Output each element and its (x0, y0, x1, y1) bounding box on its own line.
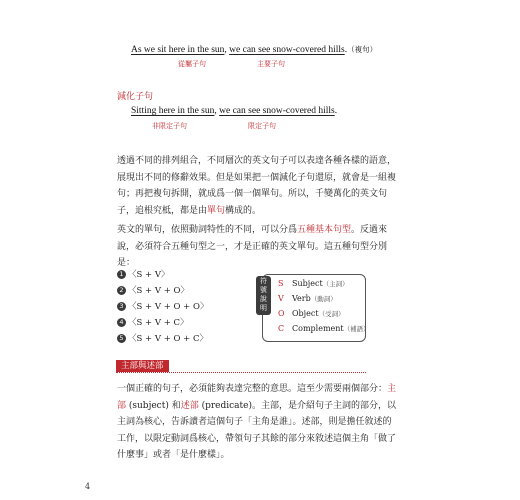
term-simple-sentence: 單句 (207, 205, 226, 216)
example-reduced-clause: Sitting here in the sun, we can see snow-covered hills. (131, 106, 338, 116)
finite-clause: we can see snow-covered hills (219, 106, 335, 116)
pattern-item: 4 〈S + V + C〉 (117, 316, 189, 328)
term-predicate: 述部 (180, 400, 199, 411)
paragraph-2: 英文的單句，依照動詞特性的不同，可以分爲五種基本句型。反過來說，必須符合五種句型之一，才是正確的英文單句。這五種句型分別是： (117, 225, 388, 268)
term-subject: 主部 (117, 384, 397, 411)
paragraph-1: 透過不同的排列組合，不同層次的英文句子可以表達各種各樣的語意，展現出不同的修辭效果。但是如果把一個減化子句還原，就會是一組複句；再把複句拆開，就成爲一個一個單句。所以，千變萬化的英文句子，追根究柢，都是由單句構成的。 (117, 156, 397, 216)
label-finite: 限定子句 (248, 122, 276, 130)
number-badge: 4 (117, 318, 126, 327)
number-badge: 3 (117, 302, 126, 311)
example-complex-sentence: As we sit here in the sun, we can see snow-covered hills.（複句） (131, 45, 378, 55)
section-heading: 主部與述部 (116, 360, 169, 372)
label-nonfinite: 非限定子句 (152, 122, 187, 130)
pattern-item: 5 〈S + V + O + C〉 (117, 332, 208, 344)
pattern-item: 2 〈S + V + O〉 (117, 284, 189, 296)
number-badge: 2 (117, 286, 126, 295)
legend-row: V Verb（動詞） (278, 294, 337, 303)
legend-row: O Object（受詞） (278, 309, 345, 318)
page-number: 4 (85, 482, 91, 491)
label-main: 主要子句 (257, 60, 285, 68)
section-divider (116, 372, 366, 373)
number-badge: 1 (117, 270, 126, 279)
symbol-legend-tag: 符號說明 (256, 276, 271, 315)
number-badge: 5 (117, 334, 126, 343)
main-clause: we can see snow-covered hills (229, 45, 345, 55)
pattern-item: 1 〈S + V〉 (117, 268, 170, 280)
label-subordinate: 從屬子句 (178, 60, 206, 68)
nonfinite-clause: Sitting here in the sun (131, 106, 215, 116)
complex-tag: （複句） (347, 45, 378, 54)
reduced-clause-heading: 減化子句 (117, 92, 154, 102)
legend-row: S Subject（主詞） (278, 279, 349, 288)
legend-row: C Complement（補語） (278, 324, 370, 333)
subordinate-clause: As we sit here in the sun (131, 45, 225, 55)
paragraph-3: 一個正確的句子，必須能夠表達完整的意思。這至少需要兩個部分：主部 (subject) 和述部 (predicate)。主部，是介紹句子主詞的部分，以主詞為核心，告訴讀者這個句子「主角是誰」。述部，則是擔任敘述的工作，以限定動詞爲核心，帶領句子其餘的部分來敘述這個主角「做了什麼事」或者「是什麼樣」。 (117, 384, 397, 460)
pattern-item: 3 〈S + V + O + O〉 (117, 300, 208, 312)
term-five-patterns: 五種基本句型 (297, 225, 352, 235)
